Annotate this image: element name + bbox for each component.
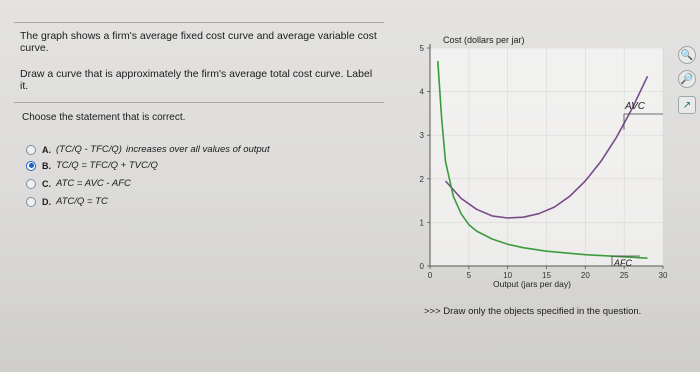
y-tick-label: 4 [419, 87, 424, 97]
choice-b-letter: B. [42, 160, 51, 171]
choice-a-suffix: increases over all values of output [125, 144, 270, 155]
x-tick-label: 0 [427, 271, 433, 280]
x-tick-label: 15 [542, 271, 551, 280]
y-axis-label: Cost (dollars per jar) [443, 35, 525, 45]
avc-label: AVC [625, 101, 646, 112]
y-tick-label: 3 [419, 131, 424, 141]
magnifier-plus-icon[interactable]: 🔍 [678, 46, 696, 64]
afc-label: AFC [614, 258, 632, 268]
x-tick-label: 25 [619, 271, 629, 280]
prompt-description: The graph shows a firm's average fixed cost curve and average variable cost curve. [20, 30, 377, 54]
choice-a-letter: A. [42, 144, 51, 155]
choice-c-letter: C. [42, 178, 51, 189]
prompt-instruction: Draw a curve that is approximately the firm's average total cost curve. Label it. [20, 68, 373, 92]
y-tick-label: 0 [419, 262, 424, 271]
y-tick-label: 5 [419, 44, 424, 53]
choice-d-text: ATC/Q = TC [56, 196, 108, 207]
question-text: Choose the statement that is correct. [22, 112, 186, 123]
external-link-icon[interactable]: ↗ [678, 96, 696, 114]
x-tick-label: 30 [658, 271, 668, 280]
footer-note: >>> Draw only the objects specified in the question. [424, 306, 642, 317]
y-tick-label: 1 [419, 218, 424, 228]
y-tick-label: 2 [419, 174, 424, 184]
x-tick-label: 5 [466, 271, 472, 280]
choice-d-letter: D. [42, 196, 51, 207]
choice-c-text: ATC = AVC - AFC [56, 178, 131, 189]
x-tick-label: 20 [580, 271, 590, 280]
x-tick-label: 10 [503, 271, 513, 280]
choice-b-text: TC/Q = TFC/Q + TVC/Q [56, 160, 158, 171]
x-axis-label: Output (jars per day) [493, 279, 571, 289]
magnifier-minus-icon[interactable]: 🔎 [678, 70, 696, 88]
choice-a-text: (TC/Q - TFC/Q) [56, 144, 122, 155]
